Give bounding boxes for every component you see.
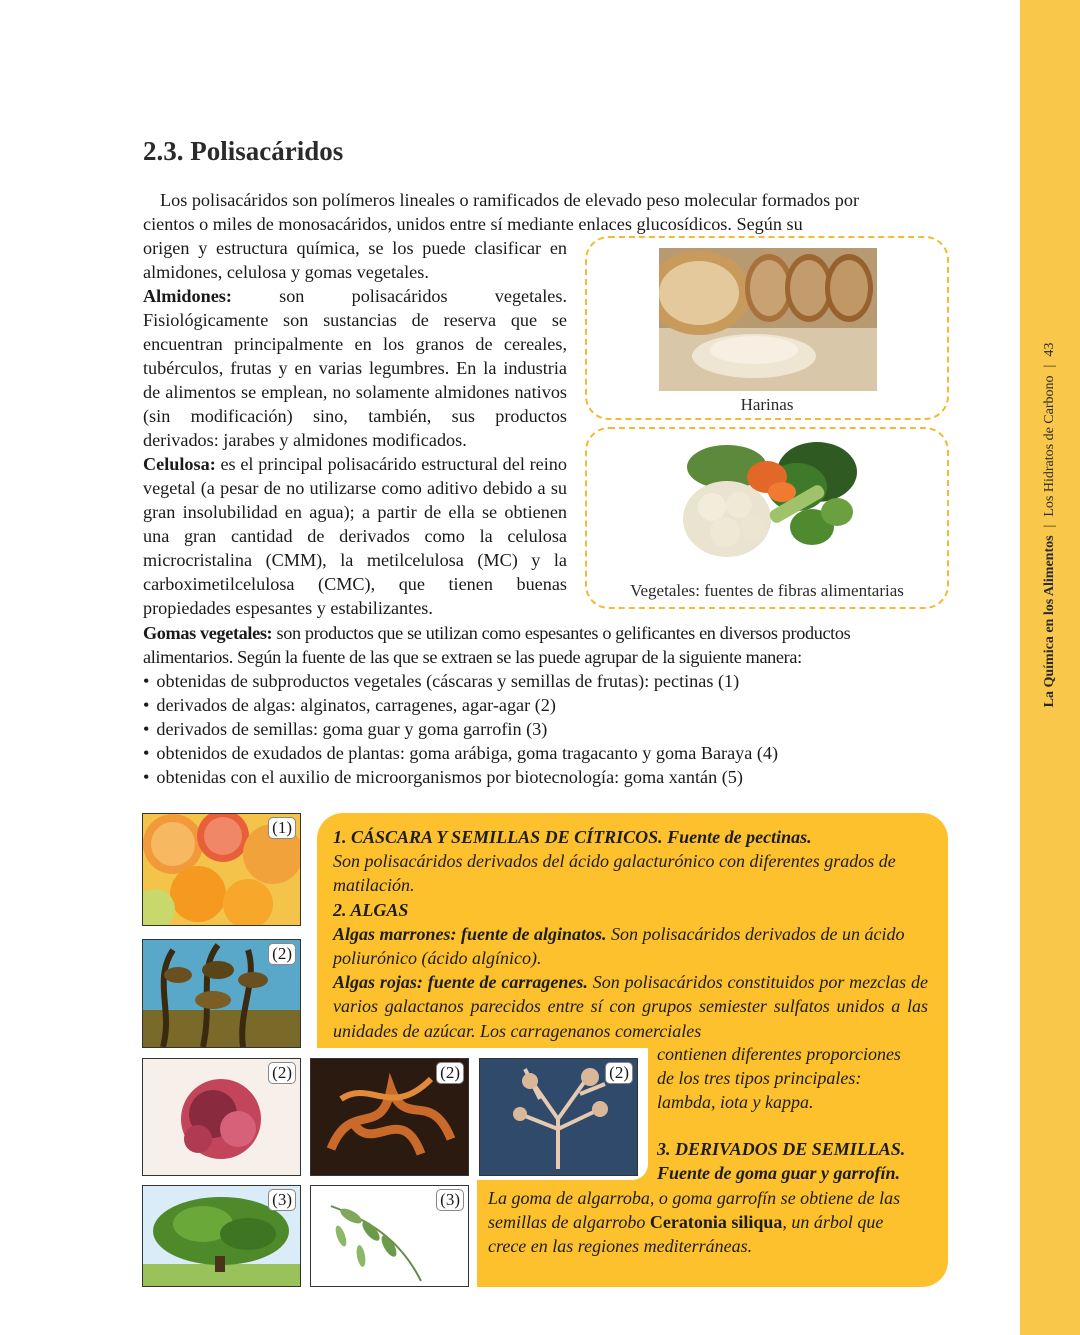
harinas-figure (585, 236, 949, 420)
gomas-paragraph (143, 621, 923, 669)
separator: | (1042, 524, 1057, 528)
alga-roja-image (142, 1058, 301, 1176)
alga-naranja-image (310, 1058, 469, 1176)
scientific-name: Ceratonia siliqua (649, 1212, 783, 1233)
running-header (1042, 343, 1058, 708)
figure-number-label: (2) (605, 1062, 633, 1084)
list-item: • obtenidas con el auxilio de microorganismos por biotecnología: goma xantán (5) (143, 765, 923, 789)
semillas-text-b: , un árbol que crece en las regiones mediterráneas. (488, 1212, 884, 1257)
algas-heading: 2. ALGAS (333, 899, 409, 920)
semillas-heading-1: 3. DERIVADOS DE SEMILLAS. (657, 1139, 906, 1159)
intro-continuation: origen y estructura química, se los puede clasificar en almidones, celulosa y gomas vegetales. (143, 238, 567, 282)
gomas-text: son productos que se utilizan como espesantes o gelificantes en diversos productos alimentarios. Según la fuente de las que se extraen se las puede agrupar de la siguiente manera: (143, 623, 851, 667)
almidones-term: Almidones: (143, 286, 232, 306)
algas-rojas-continuation: contienen diferentes proporciones de los tres tipos principales: lambda, iota y kappa. (657, 1044, 901, 1113)
algas-marrones (333, 922, 928, 970)
vegetales-figure (585, 427, 949, 609)
algas-marrones-text: Son polisacáridos derivados de un ácido poliurónico (ácido algínico). (333, 923, 905, 969)
harinas-photo (659, 248, 877, 391)
celulosa-text: es el principal polisacárido estructural del reino vegetal (a pesar de no utilizarse como aditivo debido a su gran insolubilidad en agua); a partir de ella se obtienen una gran cantidad de derivados como la celulosa microcristalina (CMM), la metilcelulosa (MC) y la carboximetilcelulosa (CMC), que tienen buenas propiedades espesantes y estabilizantes. (143, 454, 567, 618)
figure-number-label: (3) (436, 1189, 464, 1211)
algas-rojas-head: Algas rojas: fuente de carragenes. (333, 972, 588, 993)
separator: | (1042, 364, 1057, 368)
panel-text-bottom (488, 1186, 918, 1259)
list-item: • derivados de algas: alginatos, carragenes, agar-agar (2) (143, 693, 923, 717)
rama-algarrobo-image (310, 1185, 469, 1287)
almidones-text: son polisacáridos vegetales. Fisiológicamente son sustancias de reserva que se encuentran principalmente en los granos de cereales, tubérculos, frutas y en varias legumbres. En la industria de alimentos se emplean, no solamente almidones nativos (sin modificación) sino, también, sus productos derivados: jarabes y almidones modificados. (143, 286, 567, 450)
book-title: La Química en los Alimentos (1042, 535, 1057, 708)
figure-number-label: (3) (268, 1189, 296, 1211)
figure-number-label: (2) (268, 1062, 296, 1084)
celulosa-term: Celulosa: (143, 454, 216, 474)
gomas-section (143, 621, 923, 789)
list-item: • derivados de semillas: goma guar y goma garrofin (3) (143, 717, 923, 741)
arbol-algarrobo-image (142, 1185, 301, 1287)
semillas-heading-2: Fuente de goma guar y garrofín. (657, 1163, 901, 1184)
figure-number-label: (2) (436, 1062, 464, 1084)
chapter-title: Los Hidratos de Carbono (1042, 375, 1057, 517)
almidones-paragraph (143, 284, 567, 452)
citricos-image (142, 813, 301, 926)
panel-text-top (333, 825, 928, 1043)
algas-rojas (333, 970, 928, 1043)
algas-marinas-image (142, 939, 301, 1048)
list-item: • obtenidas de subproductos vegetales (cáscaras y semillas de frutas): pectinas (1) (143, 669, 923, 693)
page-number: 43 (1042, 342, 1057, 357)
figure-number-label: (1) (268, 817, 296, 839)
figure-number-label: (2) (268, 943, 296, 965)
list-item: • obtenidos de exudados de plantas: goma arábiga, goma tragacanto y goma Baraya (4) (143, 741, 923, 765)
section-title: 2.3. Polisacáridos (143, 136, 344, 166)
vegetales-photo (667, 437, 867, 567)
semillas-text (488, 1186, 918, 1259)
semillas-text-a: La goma de algarroba, o goma garrofín se obtiene de las semillas de algarrobo (488, 1188, 901, 1233)
algas-marrones-head: Algas marrones: fuente de alginatos. (333, 923, 607, 944)
intro-paragraph: Los polisacáridos son polímeros lineales o ramificados de elevado peso molecular formados por cientos o miles de monosacáridos, unidos entre sí mediante enlaces glucosídicos. Según su (143, 190, 860, 234)
harinas-caption: Harinas (740, 395, 794, 414)
celulosa-paragraph (143, 452, 567, 620)
citricos-heading: 1. CÁSCARA Y SEMILLAS DE CÍTRICOS. Fuente de pectinas. (333, 827, 812, 847)
panel-text-semillas (657, 1137, 937, 1185)
vegetales-caption: Vegetales: fuentes de fibras alimentarias (630, 581, 904, 600)
algas-rojas-text: Son polisacáridos constituidos por mezclas de varios galactanos parecidos entre sí con grupos semiester sulfatos unidos a las unidades de azúcar. Los carragenanos comerciales (333, 972, 929, 1041)
panel-text-mid (657, 1042, 919, 1115)
citricos-text: Son polisacáridos derivados del ácido galacturónico con diferentes grados de matilación. (333, 851, 896, 896)
gomas-term: Gomas vegetales: (143, 623, 273, 643)
alga-seca-image (479, 1058, 638, 1176)
gomas-list (143, 669, 923, 789)
left-column (143, 236, 567, 620)
